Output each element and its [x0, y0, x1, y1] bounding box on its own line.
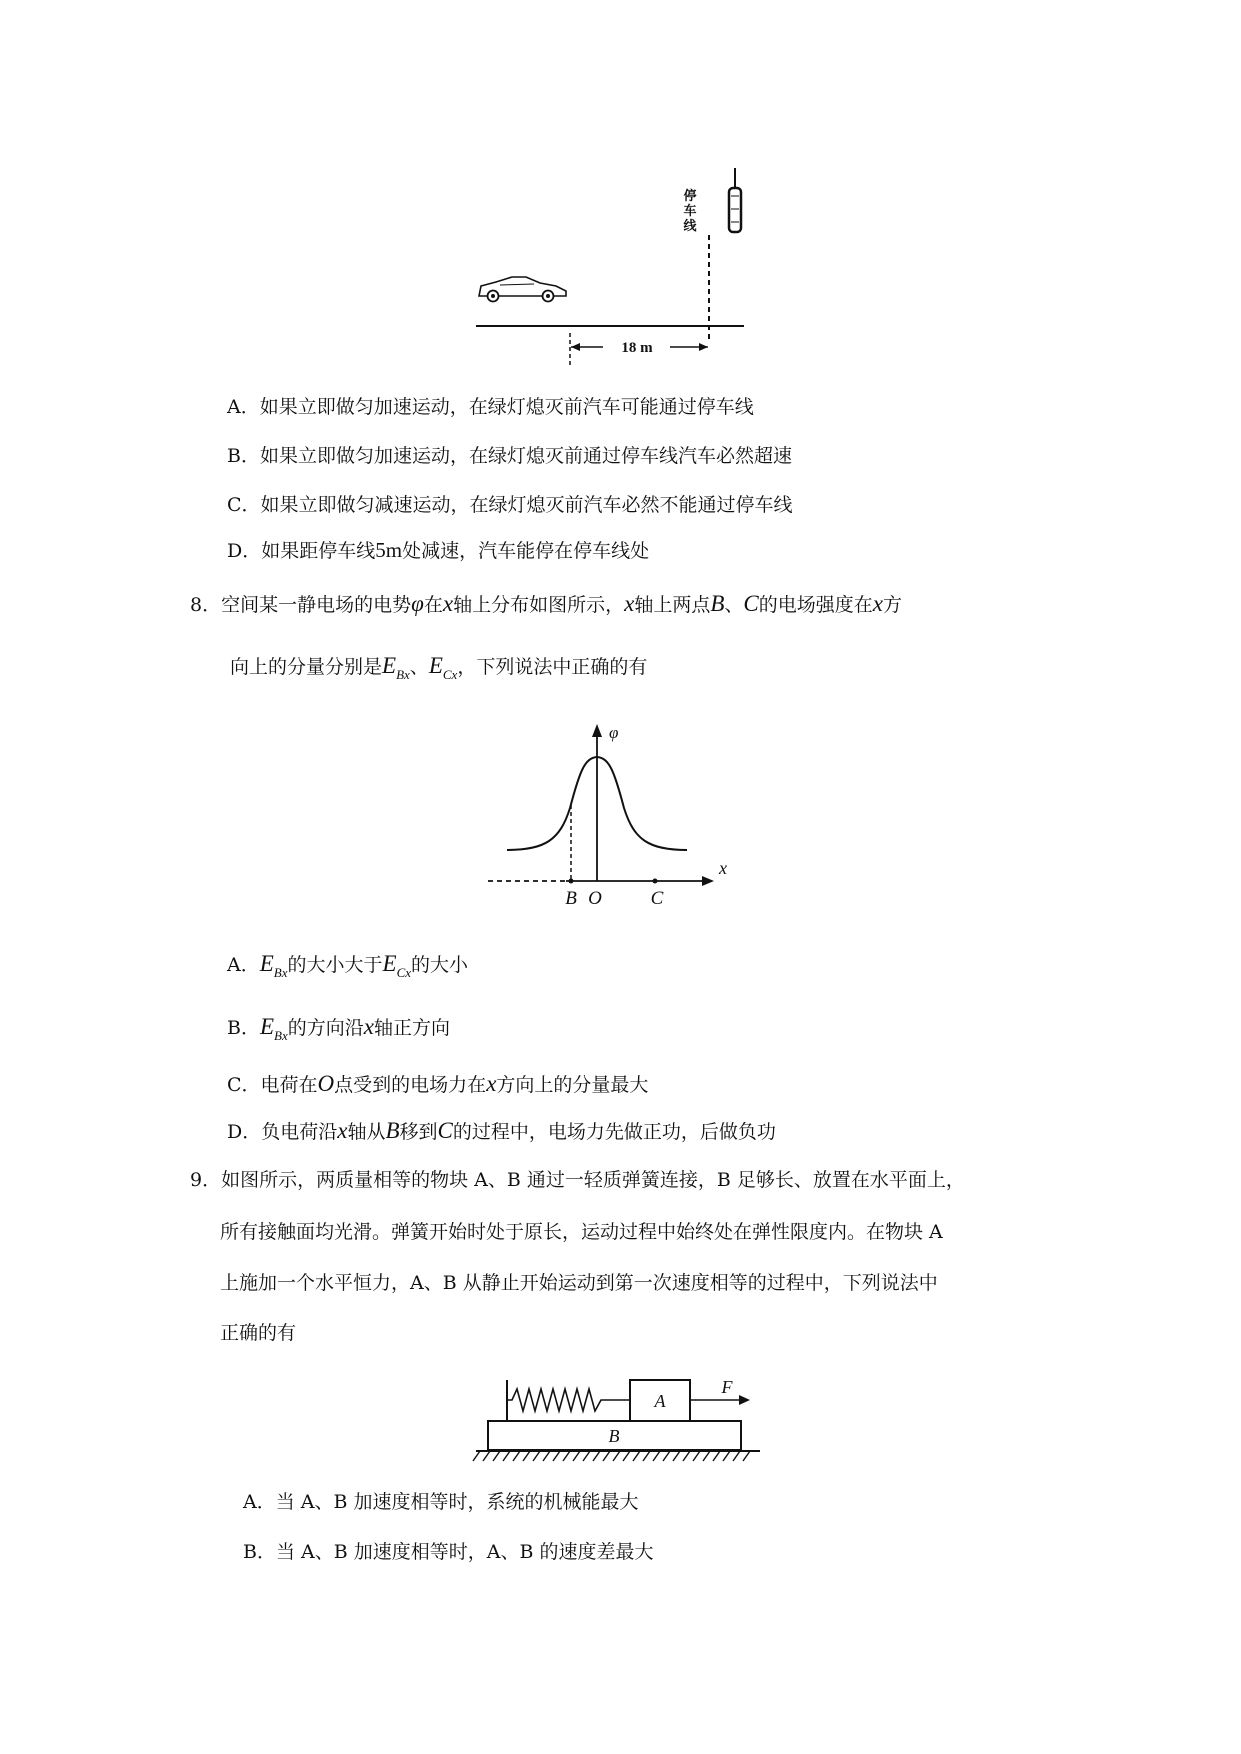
tick-label-o: O: [588, 888, 602, 909]
tick-label-c: C: [650, 888, 664, 909]
stop-line-label: 停车线: [683, 188, 697, 233]
traffic-light-icon: [729, 168, 741, 232]
q9-stem-line3: 上施加一个水平恒力，A、B 从静止开始运动到第一次速度相等的过程中，下列说法中: [220, 1272, 938, 1294]
q7-option-c: C．如果立即做匀减速运动，在绿灯熄灭前汽车必然不能通过停车线: [227, 494, 793, 516]
q7-option-d: D．如果距停车线5m处减速，汽车能停在停车线处: [227, 538, 650, 562]
q8-option-a: A．$E_{Bx}$的大小大于$E_{Cx}$的大小: [227, 951, 469, 980]
potential-graph: [480, 710, 740, 915]
q8-option-d: D．负电荷沿x轴从B移到C的过程中，电场力先做正功，后做负功: [227, 1118, 776, 1143]
label-a: A: [654, 1391, 666, 1411]
x-axis-label: x: [719, 858, 727, 878]
label-b: B: [608, 1426, 620, 1446]
q9-stem-line1: 9．如图所示，两质量相等的物块 A、B 通过一轻质弹簧连接，B 足够长、放置在水平面上，: [190, 1169, 965, 1191]
y-axis-label: φ: [609, 723, 619, 742]
label-f: F: [721, 1377, 733, 1397]
q8-stem-line2: 向上的分量分别是$E_{Bx}$、$E_{Cx}$，下列说法中正确的有: [230, 653, 648, 682]
tick-label-b: B: [565, 888, 577, 909]
q8-option-c: C．电荷在O点受到的电场力在x方向上的分量最大: [227, 1071, 649, 1096]
q7-option-a: A．如果立即做匀加速运动，在绿灯熄灭前汽车可能通过停车线: [227, 396, 754, 418]
spring-block-figure: [470, 1370, 770, 1465]
car-icon: [479, 277, 566, 302]
spring-icon: [507, 1389, 630, 1411]
traffic-figure: [470, 165, 770, 370]
distance-label: 18 m: [621, 340, 653, 356]
q9-stem-line4: 正确的有: [220, 1322, 297, 1344]
q9-option-b: B．当 A、B 加速度相等时，A、B 的速度差最大: [243, 1541, 654, 1563]
q9-option-a: A．当 A、B 加速度相等时，系统的机械能最大: [243, 1491, 639, 1513]
q9-stem-line2: 所有接触面均光滑。弹簧开始时处于原长，运动过程中始终处在弹性限度内。在物块 A: [220, 1221, 943, 1243]
q8-option-b: B．$E_{Bx}$的方向沿x轴正方向: [227, 1014, 450, 1043]
q8-stem-line1: 8．空间某一静电场的电势φ在x轴上分布如图所示，x轴上两点B、C的电场强度在x方: [190, 591, 902, 616]
q7-option-b: B．如果立即做匀加速运动，在绿灯熄灭前通过停车线汽车必然超速: [227, 445, 792, 467]
